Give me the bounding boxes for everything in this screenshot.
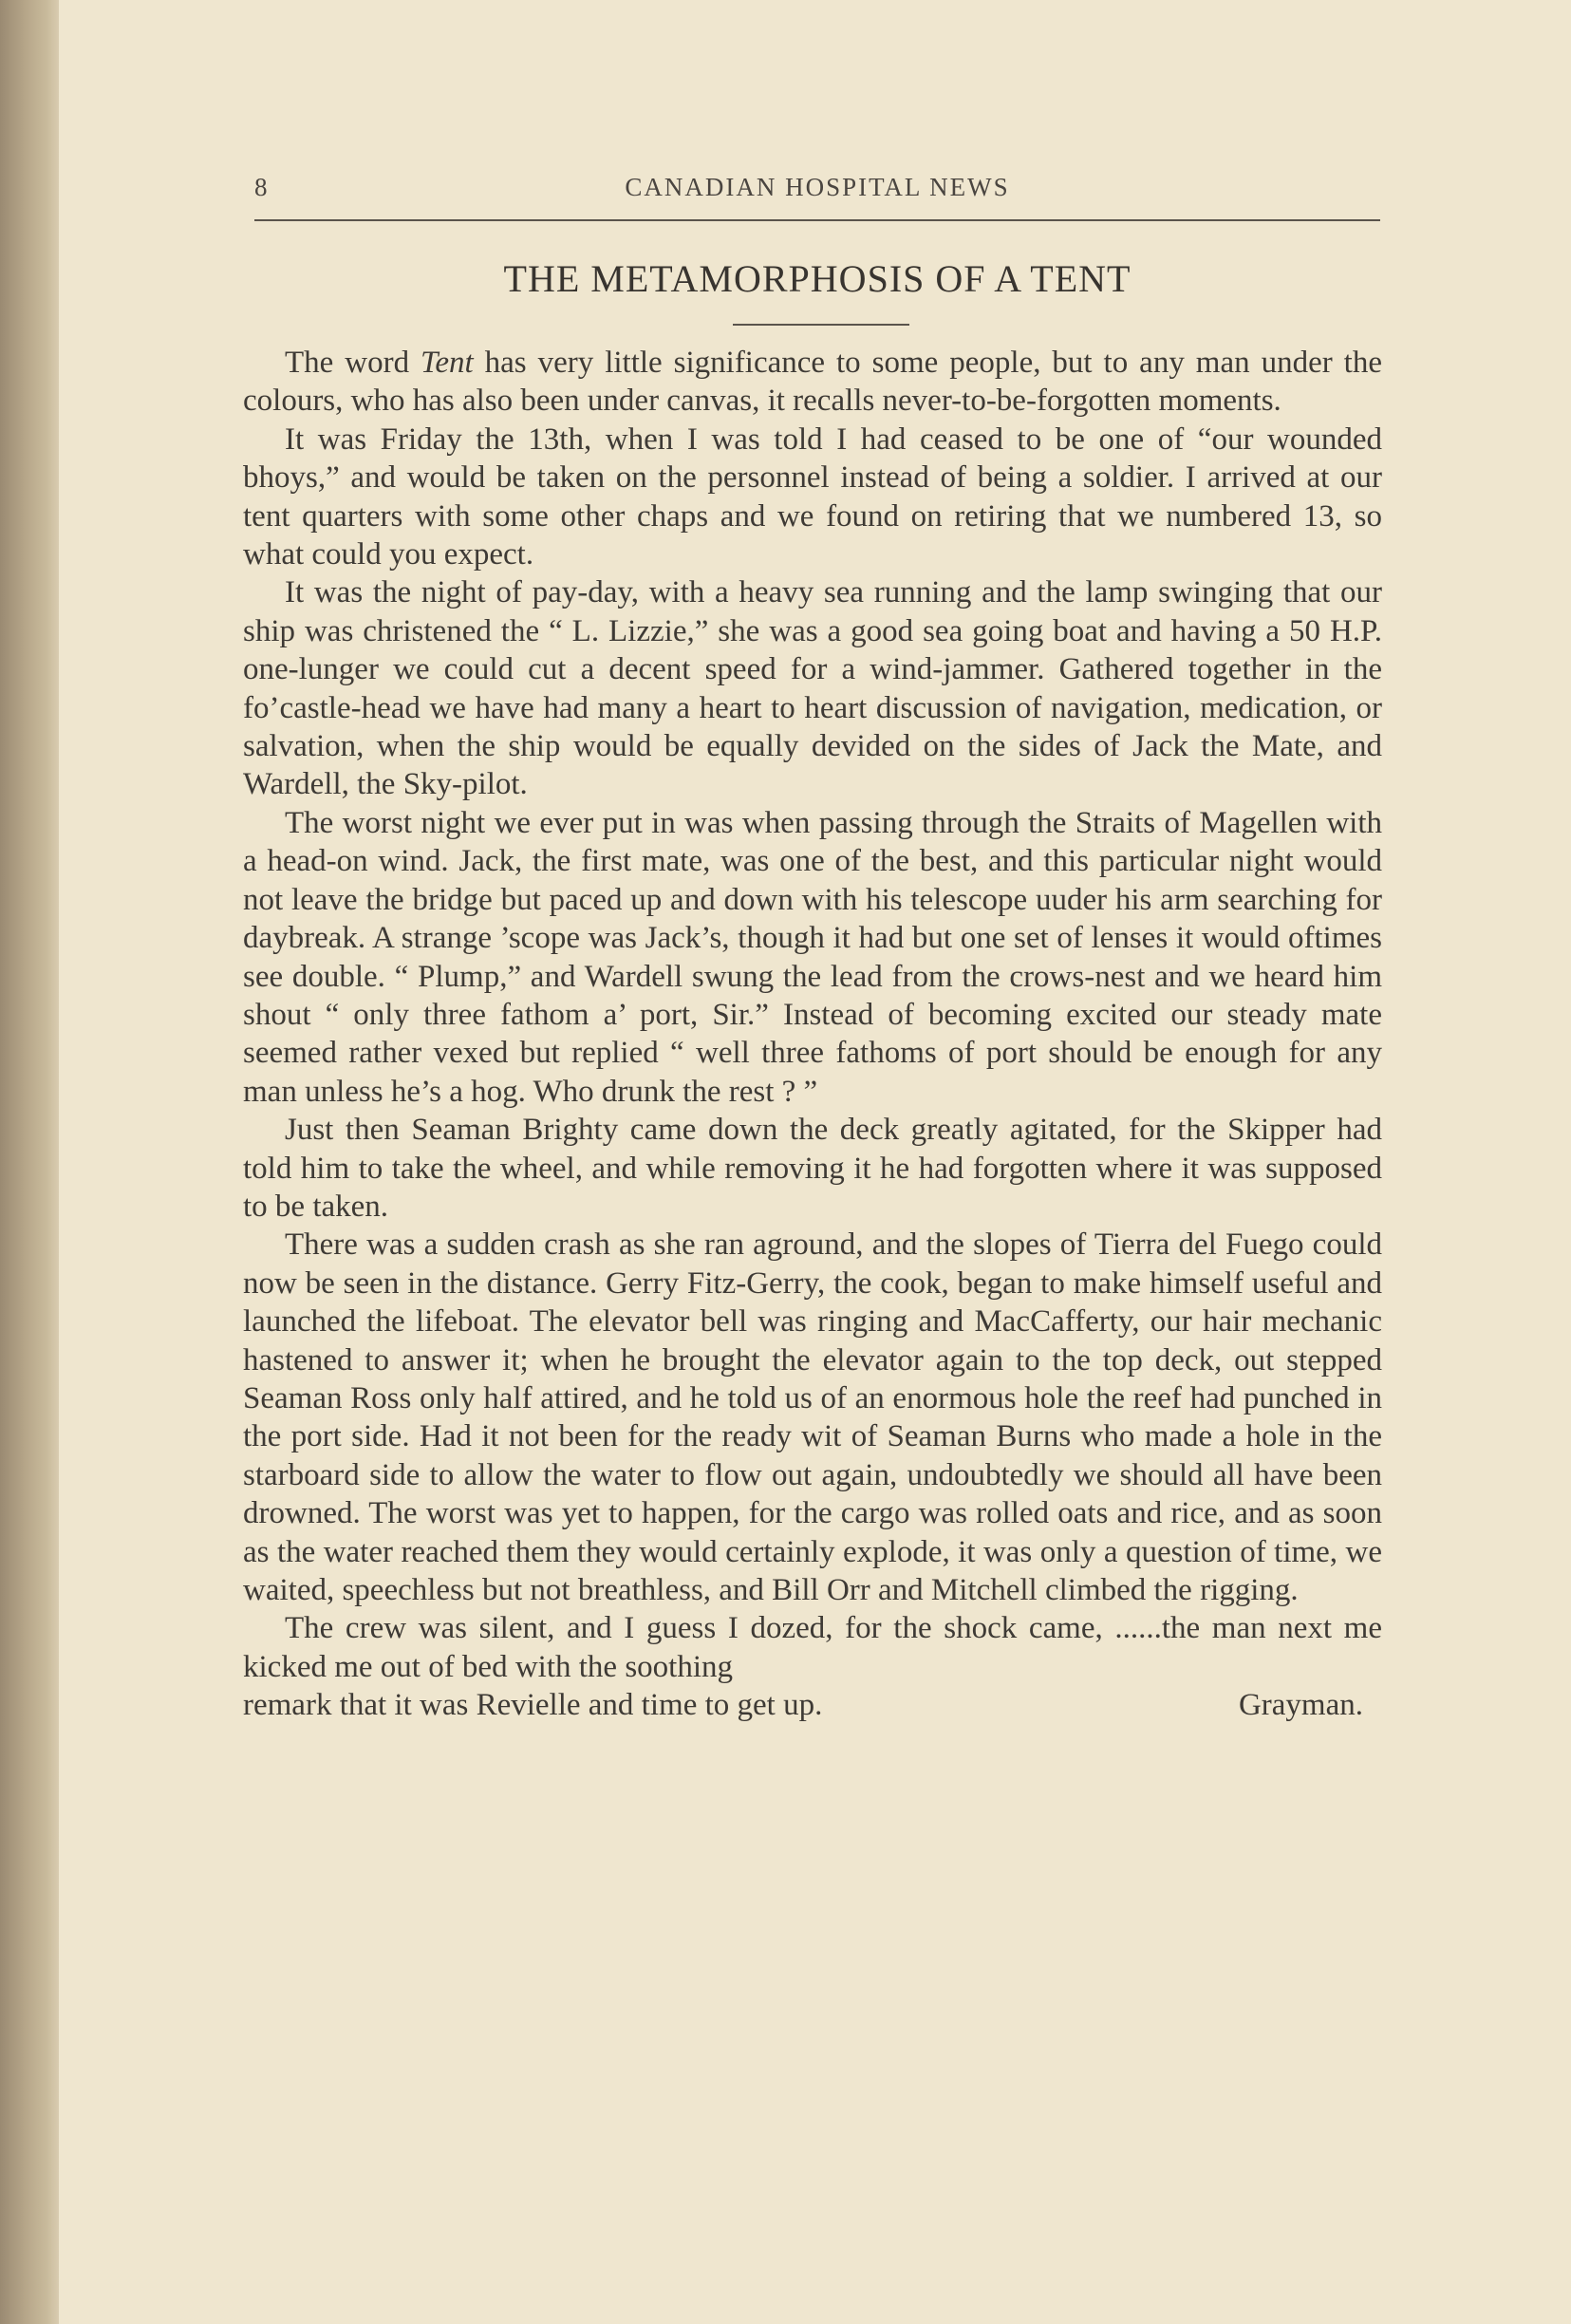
article-body — [243, 344, 1382, 1725]
article-title: THE METAMORPHOSIS OF A TENT — [503, 257, 1131, 300]
closing-line — [243, 1686, 1382, 1724]
emphasized-word: Tent — [421, 346, 474, 380]
page-number: 8 — [254, 173, 270, 201]
journal-title: CANADIAN HOSPITAL NEWS — [625, 173, 1010, 201]
author-signature: Grayman. — [1238, 1688, 1363, 1723]
binding-edge — [0, 0, 59, 2324]
paragraph: It was Friday the 13th, when I was told I had ceased to be one of “our wounded bhoys,” and would be taken on the personnel instead of being a soldier. I arrived at our tent quarters with some other chaps and we found on retiring that we numbered 13, so what could you expect. — [243, 422, 1382, 572]
closing-text: remark that it was Revielle and time to get up. — [243, 1688, 823, 1723]
paragraph: The word Tent has very little significance to some people, but to any man under the colours, who has also been under canvas, it recalls never-to-be-forgotten moments. — [243, 346, 1382, 419]
paragraph: There was a sudden crash as she ran aground, and the slopes of Tierra del Fuego could now be seen in the distance. Gerry Fitz-Gerry, the cook, began to make himself useful and launched the lifeboat. The elevator bell was ringing and MacCafferty, our hair mechanic hastened to answer it; when he brought the elevator again to the top deck, out stepped Seaman Ross only half attired, and he told us of an enormous hole the reef had punched in the port side. Had it not been for the ready wit of Seaman Burns who made a hole in the starboard side to allow the water to flow out again, undoubtedly we should all have been drowned. The worst was yet to happen, for the cargo was rolled oats and rice, and as soon as the water reached them they would certainly explode, it was only a question of time, we waited, speechless but not breathless, and Bill Orr and Mitchell climbed the rigging. — [243, 1228, 1382, 1607]
paragraph: The crew was silent, and I guess I dozed, for the shock came, ......the man next me kicked me out of bed with the soothing — [243, 1611, 1382, 1684]
title-rule — [733, 324, 909, 326]
header-rule — [254, 219, 1380, 221]
paragraph: Just then Seaman Brighty came down the deck greatly agitated, for the Skipper had told him to take the wheel, and while removing it he had forgotten where it was supposed to be taken. — [243, 1113, 1382, 1224]
running-header — [254, 171, 1380, 209]
paragraph: The worst night we ever put in was when passing through the Straits of Magellen with a head-on wind. Jack, the first mate, was one of the best, and this particular night would not leave the bridge but paced up and down with his telescope uuder his arm searching for daybreak. A strange ’scope was Jack’s, though it had but one set of lenses it would oftimes see double. “ Plump,” and Wardell swung the lead from the crows-nest and we heard him shout “ only three fathom a’ port, Sir.” Instead of becoming excited our steady mate seemed rather vexed but replied “ well three fathoms of port should be enough for any man unless he’s a hog. Who drunk the rest ? ” — [243, 805, 1382, 1109]
paragraph: It was the night of pay-day, with a heavy sea running and the lamp swinging that our ship was christened the “ L. Lizzie,” she was a good sea going boat and having a 50 H.P. one-lunger we could cut a decent speed for a wind-jammer. Gathered together in the fo’castle-head we have had many a heart to heart discussion of navigation, medication, or salvation, when the ship would be equally devided on the sides of Jack the Mate, and Wardell, the Sky-pilot. — [243, 575, 1382, 802]
